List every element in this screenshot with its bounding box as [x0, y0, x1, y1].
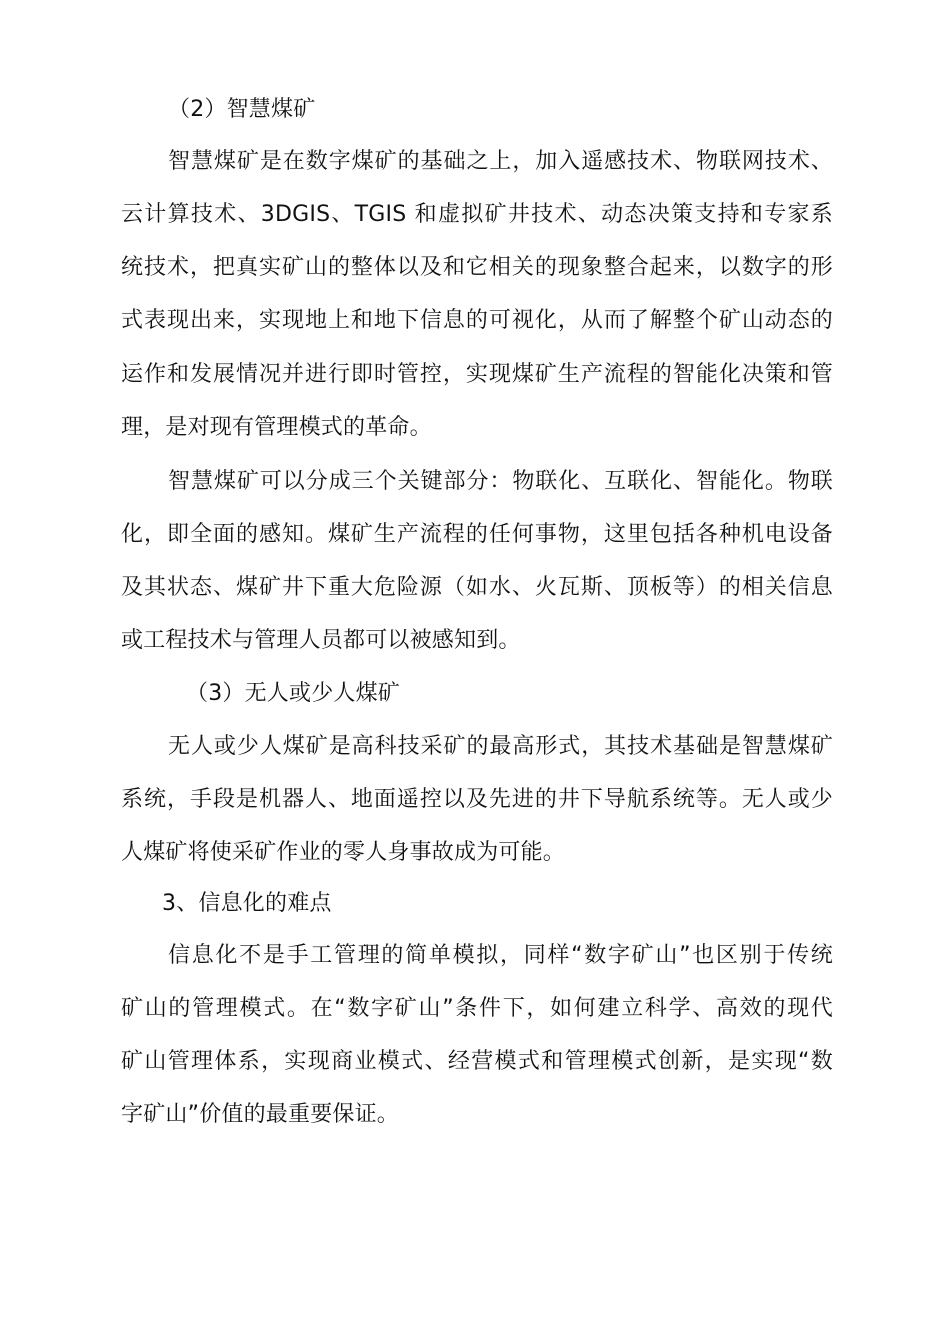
- paragraph-line: 信息化不是手工管理的简单模拟，同样“数字矿山”也区别于传统: [168, 943, 833, 968]
- section-heading-informatization-difficulties: 3、信息化的难点: [162, 891, 332, 916]
- paragraph-line: 及其状态、煤矿井下重大危险源（如水、火瓦斯、顶板等）的相关信息: [121, 575, 833, 600]
- paragraph-line: 矿山管理体系，实现商业模式、经营模式和管理模式创新，是实现“数: [121, 1049, 833, 1074]
- paragraph-line: 无人或少人煤矿是高科技采矿的最高形式，其技术基础是智慧煤矿: [168, 734, 833, 759]
- paragraph-line: 云计算技术、3DGIS、TGIS 和虚拟矿井技术、动态决策支持和专家系: [121, 202, 833, 227]
- paragraph-line: 字矿山”价值的最重要保证。: [121, 1102, 399, 1127]
- paragraph-line: 运作和发展情况并进行即时管控，实现煤矿生产流程的智能化决策和管: [121, 362, 833, 387]
- paragraph-line: 或工程技术与管理人员都可以被感知到。: [121, 628, 521, 653]
- paragraph-line: 智慧煤矿可以分成三个关键部分：物联化、互联化、智能化。物联: [168, 469, 833, 494]
- paragraph-line: 式表现出来，实现地上和地下信息的可视化，从而了解整个矿山动态的: [121, 308, 833, 333]
- paragraph-line: 化，即全面的感知。煤矿生产流程的任何事物，这里包括各种机电设备: [121, 522, 833, 547]
- paragraph-line: 矿山的管理模式。在“数字矿山”条件下，如何建立科学、高效的现代: [121, 996, 833, 1021]
- paragraph-line: 智慧煤矿是在数字煤矿的基础之上，加入遥感技术、物联网技术、: [168, 149, 833, 174]
- section-heading-unmanned-coal-mine: （3）无人或少人煤矿: [186, 681, 400, 706]
- paragraph-line: 系统，手段是机器人、地面遥控以及先进的井下导航系统等。无人或少: [121, 787, 833, 812]
- paragraph-line: 理，是对现有管理模式的革命。: [121, 415, 432, 440]
- paragraph-line: 人煤矿将使采矿作业的零人身事故成为可能。: [121, 840, 566, 865]
- section-heading-smart-coal-mine: （2）智慧煤矿: [168, 97, 316, 122]
- paragraph-line: 统技术，把真实矿山的整体以及和它相关的现象整合起来，以数字的形: [121, 255, 833, 280]
